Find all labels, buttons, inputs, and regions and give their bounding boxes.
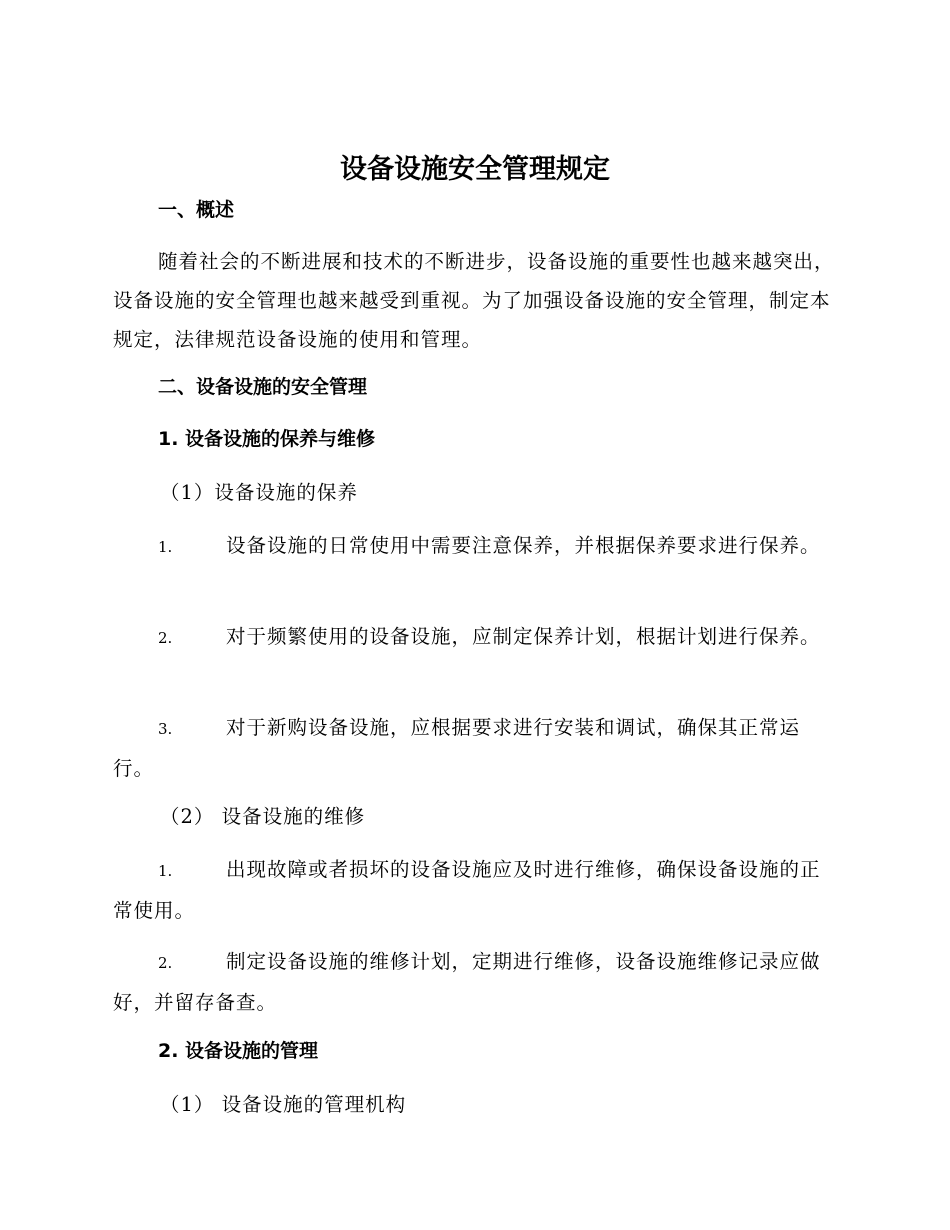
item-text: 出现故障或者损坏的设备设施应及时进行维修，确保设备设施的正常使用。	[113, 858, 821, 922]
section-heading-safety-management: 二、设备设施的安全管理	[158, 376, 368, 398]
sub-heading-management-organization: （1） 设备设施的管理机构	[160, 1093, 407, 1116]
item-text: 对于新购设备设施，应根据要求进行安装和调试，确保其正常运行。	[113, 716, 801, 780]
maintenance-item	[113, 526, 835, 567]
subsection-heading-management: 2. 设备设施的管理	[158, 1040, 319, 1062]
section-heading-overview: 一、概述	[158, 199, 235, 221]
sub-heading-repair: （2） 设备设施的维修	[160, 805, 366, 828]
repair-item	[113, 942, 835, 1022]
document-title: 设备设施安全管理规定	[340, 154, 610, 185]
item-number: 1.	[158, 862, 173, 880]
item-text: 设备设施的日常使用中需要注意保养，并根据保养要求进行保养。	[226, 534, 821, 557]
item-text: 制定设备设施的维修计划，定期进行维修，设备设施维修记录应做好，并留存备查。	[113, 950, 821, 1014]
item-number: 2.	[158, 954, 173, 972]
subsection-heading-maintenance-repair: 1. 设备设施的保养与维修	[158, 428, 376, 450]
item-text: 对于频繁使用的设备设施，应制定保养计划，根据计划进行保养。	[226, 625, 821, 648]
item-number: 3.	[158, 720, 173, 738]
sub-heading-maintenance: （1）设备设施的保养	[160, 481, 358, 504]
maintenance-item	[113, 708, 835, 788]
item-number: 2.	[158, 629, 173, 647]
overview-paragraph: 随着社会的不断进展和技术的不断进步，设备设施的重要性也越来越突出，设备设施的安全管理也越来越受到重视。为了加强设备设施的安全管理，制定本规定，法律规范设备设施的使用和管理。	[113, 250, 835, 351]
repair-item	[113, 850, 835, 930]
item-number: 1.	[158, 538, 173, 556]
maintenance-item	[113, 617, 835, 658]
